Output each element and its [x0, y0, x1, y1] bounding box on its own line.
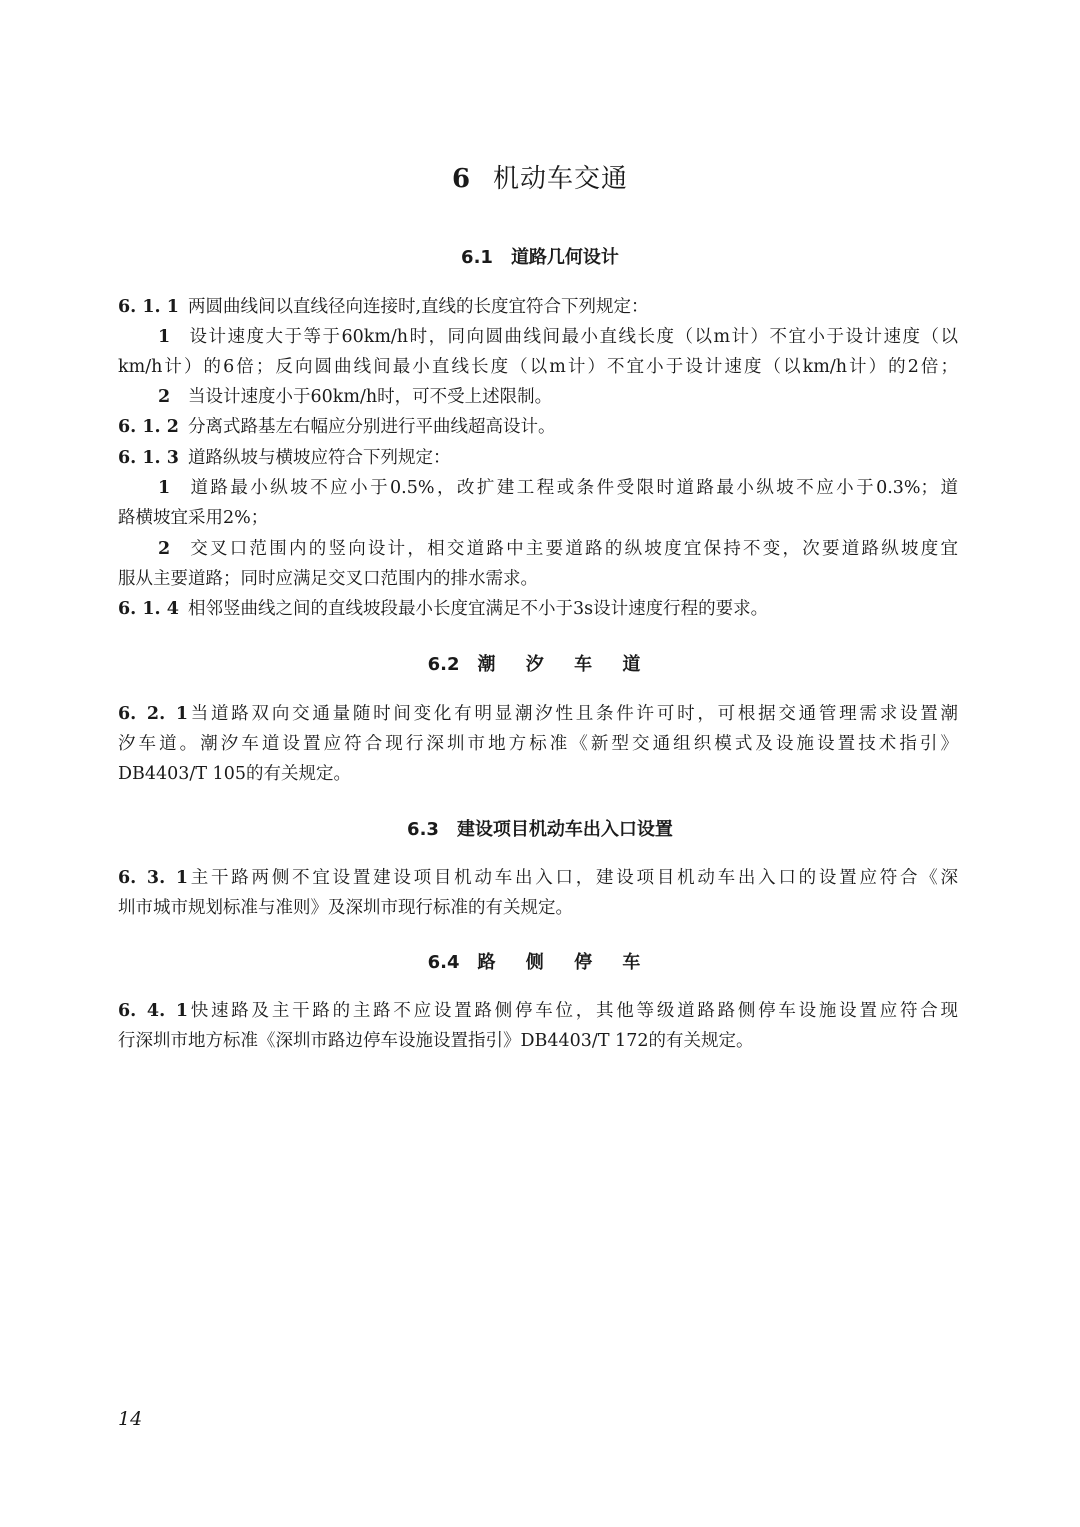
clause-6-1-1-item-2: [118, 382, 958, 412]
item-text: 交叉口范围内的竖向设计，相交道路中主要道路的纵坡度宜保持不变，次要道路纵坡度宜: [188, 539, 958, 559]
page-number: 14: [118, 1408, 143, 1430]
chapter-number: 6: [451, 164, 472, 194]
clause-6-2-1-cont-2: [118, 759, 958, 789]
section-title-text: 道路几何设计: [510, 247, 619, 268]
clause-6-2-1-cont-1: [118, 729, 958, 759]
clause-number: 6. 4. 1: [118, 1001, 188, 1021]
clause-number: 6. 2. 1: [118, 704, 188, 724]
item-text: 当设计速度小于60km/h时，可不受上述限制。: [188, 387, 553, 407]
clause-6-1-1-item-1-cont: [118, 352, 958, 382]
clause-number: 6. 1. 1: [118, 297, 179, 317]
section-number: 6.1: [461, 247, 493, 268]
section-title-6-2: [0, 650, 1080, 676]
clause-text: 快速路及主干路的主路不应设置路侧停车位，其他等级道路路侧停车设施设置应符合现: [188, 1001, 958, 1021]
section-title-6-4: [0, 948, 1080, 974]
clause-6-1-3-item-2: [118, 534, 958, 564]
clause-text-continued: 圳市城市规划标准与准则》及深圳市现行标准的有关规定。: [118, 898, 573, 918]
clause-6-1-3: [118, 443, 958, 473]
clause-6-3-1: [118, 863, 958, 893]
clause-number: 6. 1. 2: [118, 417, 179, 437]
clause-number: 6. 3. 1: [118, 868, 188, 888]
section-title-text: 建设项目机动车出入口设置: [456, 819, 673, 840]
section-number: 6.3: [407, 819, 439, 840]
section-number: 6.4: [427, 952, 460, 973]
item-number: 1: [158, 327, 171, 347]
item-text-continued: 路横坡宜采用2%；: [118, 508, 269, 528]
section-number: 6.2: [427, 654, 460, 675]
clause-6-4-1: [118, 996, 958, 1026]
clause-6-1-1: [118, 292, 958, 322]
item-text: 设计速度大于等于60km/h时，同向圆曲线间最小直线长度（以m计）不宜小于设计速度（以: [188, 327, 958, 347]
clause-6-1-2: [118, 412, 958, 442]
clause-text-continued: 行深圳市地方标准《深圳市路边停车设施设置指引》DB4403/T 172的有关规定。: [118, 1031, 754, 1051]
item-number: 2: [158, 539, 171, 559]
item-text-continued: 服从主要道路；同时应满足交叉口范围内的排水需求。: [118, 569, 538, 589]
section-title-text: 潮 汐 车 道: [477, 654, 653, 675]
chapter-title-text: 机动车交通: [493, 164, 629, 194]
clause-6-1-3-item-2-cont: [118, 564, 958, 594]
chapter-title: [0, 158, 1080, 195]
clause-text-continued: DB4403/T 105的有关规定。: [118, 764, 351, 784]
clause-6-1-1-item-1: [118, 322, 958, 352]
section-title-6-1: [0, 243, 1080, 269]
section-title-text: 路 侧 停 车: [477, 952, 653, 973]
clause-number: 6. 1. 4: [118, 599, 179, 619]
clause-text: 相邻竖曲线之间的直线坡段最小长度宜满足不小于3s设计速度行程的要求。: [188, 599, 769, 619]
item-number: 1: [158, 478, 171, 498]
clause-text: 分离式路基左右幅应分别进行平曲线超高设计。: [188, 417, 556, 437]
clause-6-2-1: [118, 699, 958, 729]
clause-text-continued: 汐车道。潮汐车道设置应符合现行深圳市地方标准《新型交通组织模式及设施设置技术指引》: [118, 734, 958, 754]
clause-6-1-4: [118, 594, 958, 624]
clause-6-1-3-item-1-cont: [118, 503, 958, 533]
clause-number: 6. 1. 3: [118, 448, 179, 468]
section-title-6-3: [0, 815, 1080, 841]
item-text-continued: km/h计）的6倍；反向圆曲线间最小直线长度（以m计）不宜小于设计速度（以km/h计）的2倍；: [118, 357, 958, 377]
clause-text: 道路纵坡与横坡应符合下列规定：: [188, 448, 451, 468]
item-text: 道路最小纵坡不应小于0.5%，改扩建工程或条件受限时道路最小纵坡不应小于0.3%；道: [188, 478, 958, 498]
clause-text: 当道路双向交通量随时间变化有明显潮汐性且条件许可时，可根据交通管理需求设置潮: [188, 704, 958, 724]
clause-6-4-1-cont: [118, 1026, 958, 1056]
clause-6-1-3-item-1: [118, 473, 958, 503]
clause-6-3-1-cont: [118, 893, 958, 923]
item-number: 2: [158, 387, 171, 407]
clause-text: 主干路两侧不宜设置建设项目机动车出入口，建设项目机动车出入口的设置应符合《深: [188, 868, 958, 888]
clause-text: 两圆曲线间以直线径向连接时,直线的长度宜符合下列规定：: [188, 297, 649, 317]
